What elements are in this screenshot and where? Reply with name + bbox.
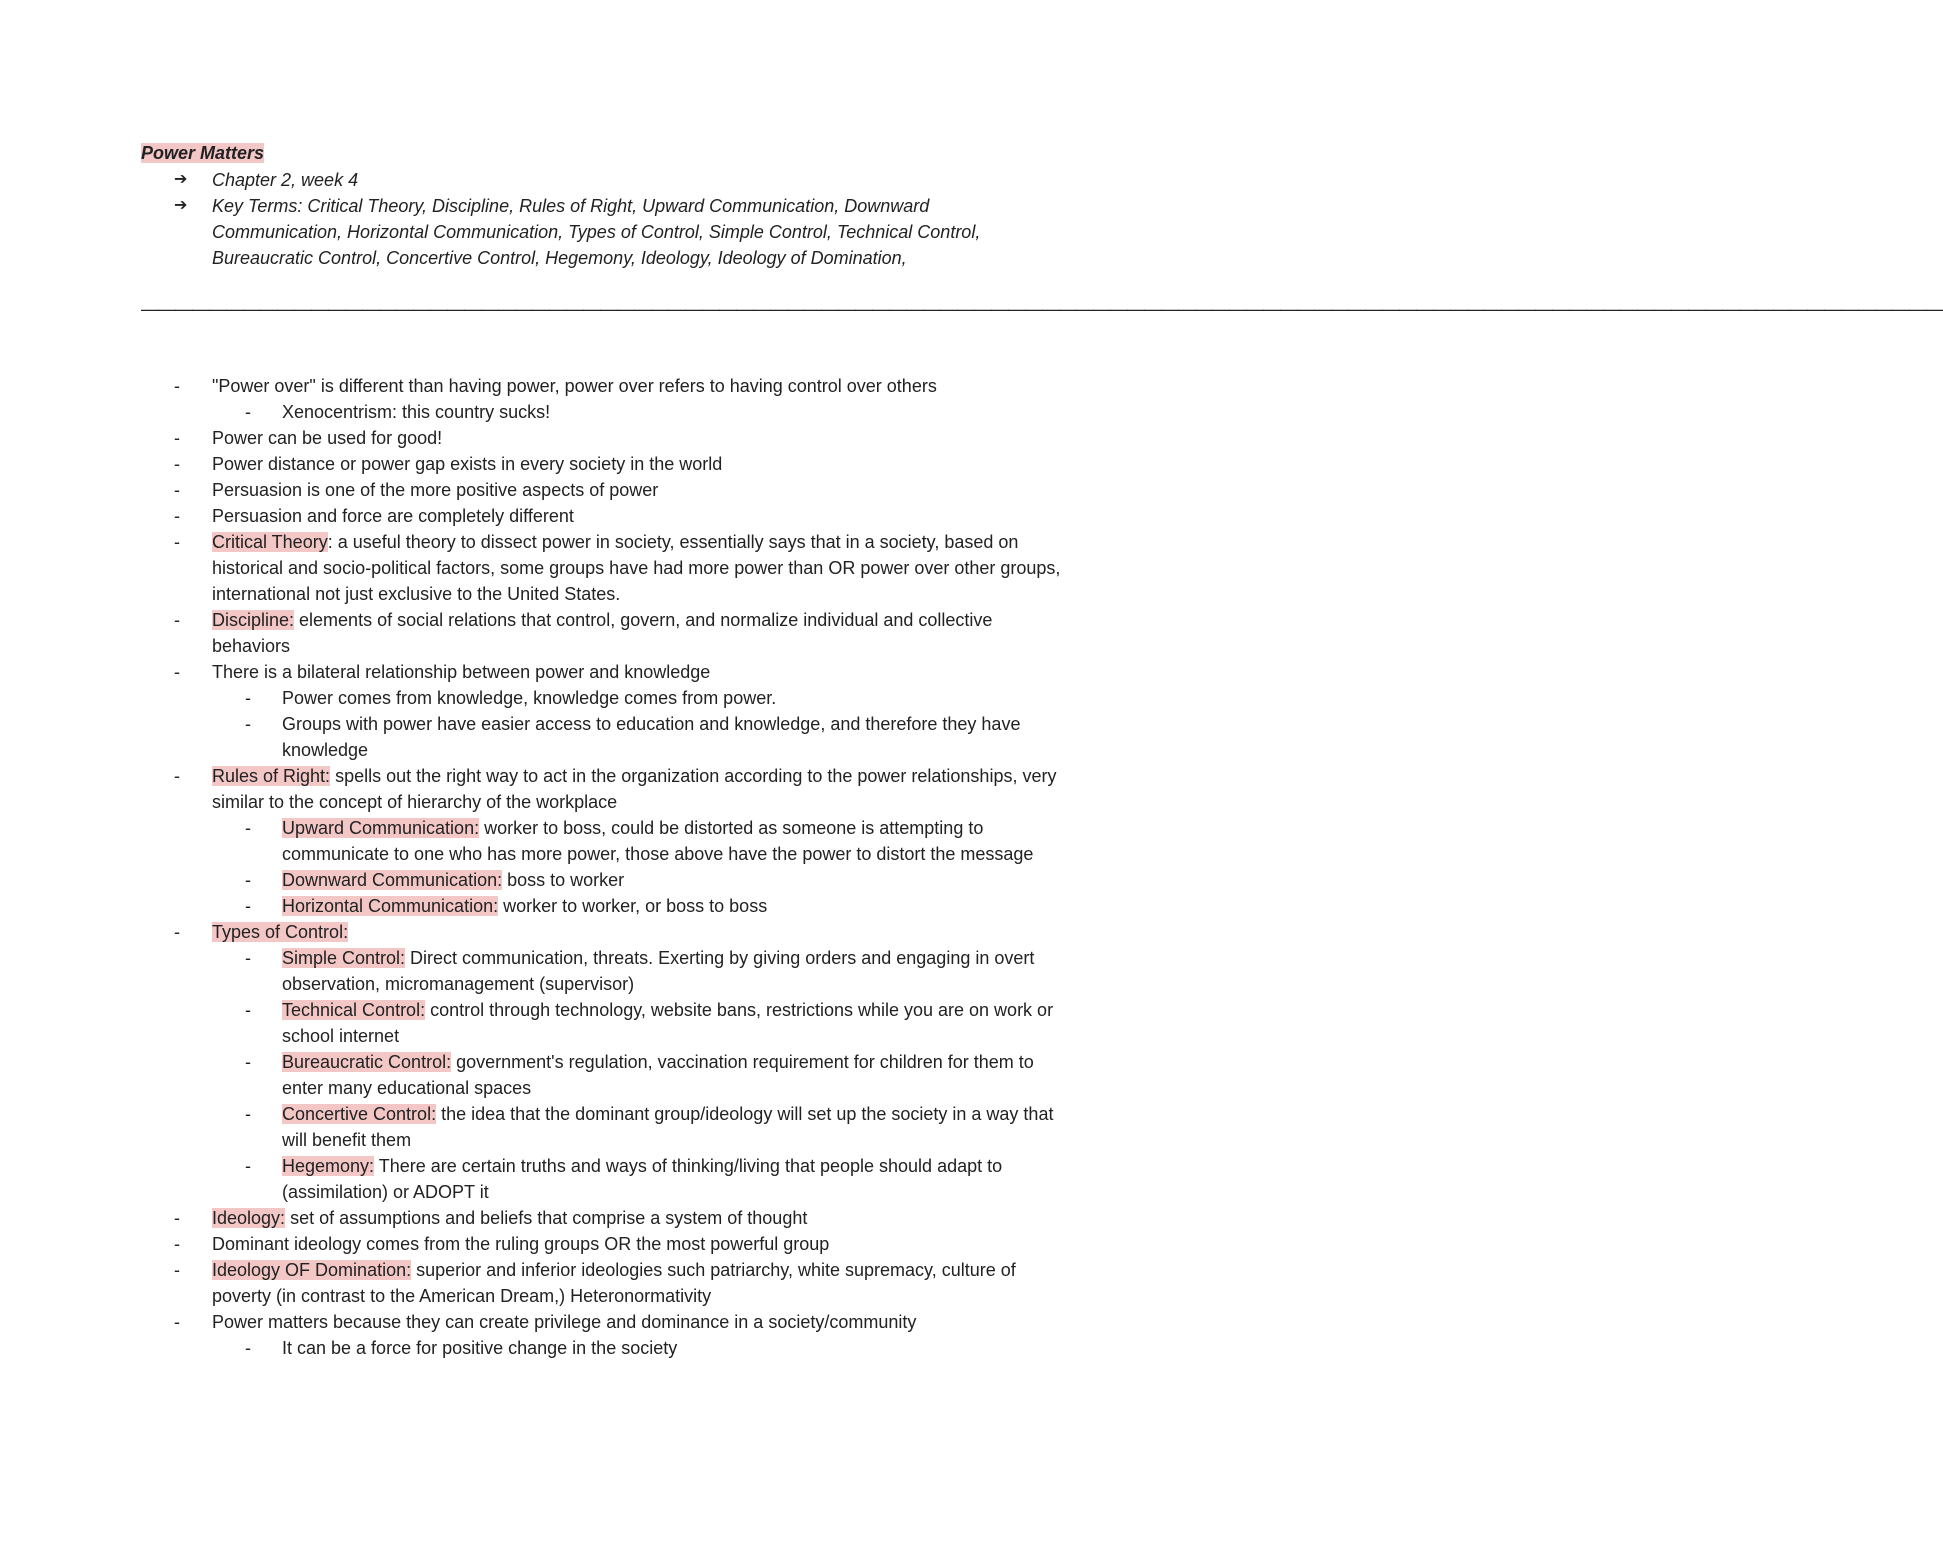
- bullet-dash-icon: -: [174, 480, 180, 500]
- bullet-dash-icon: -: [245, 1104, 251, 1124]
- bullet-dash-icon: -: [245, 948, 251, 968]
- item-text: government's regulation, vaccination requirement for children for them to enter many educational spaces: [282, 1052, 1034, 1098]
- bullet-dash-icon: -: [174, 506, 180, 526]
- bullet-dash-icon: -: [174, 922, 180, 942]
- sub-list-item: [141, 1101, 1061, 1153]
- highlighted-term: Hegemony:: [282, 1156, 375, 1176]
- item-text: boss to worker: [502, 870, 625, 890]
- bullet-dash-icon: -: [245, 870, 251, 890]
- notes-list: [141, 373, 1061, 1361]
- bullet-dash-icon: -: [174, 376, 180, 396]
- list-item: [141, 529, 1061, 607]
- highlighted-term: Upward Communication:: [282, 818, 480, 838]
- item-text: spells out the right way to act in the organization according to the power relationships, very similar to the concept of hierarchy of the workplace: [212, 766, 1057, 812]
- bullet-dash-icon: -: [174, 1260, 180, 1280]
- item-text: Persuasion is one of the more positive aspects of power: [212, 480, 659, 500]
- bullet-dash-icon: -: [174, 610, 180, 630]
- bullet-dash-icon: -: [174, 428, 180, 448]
- bullet-dash-icon: -: [245, 896, 251, 916]
- item-text: the idea that the dominant group/ideology will set up the society in a way that will benefit them: [282, 1104, 1054, 1150]
- list-item: [141, 1231, 1061, 1257]
- bullet-dash-icon: -: [174, 662, 180, 682]
- bullet-dash-icon: -: [245, 688, 251, 708]
- arrow-icon: ➔: [174, 197, 188, 214]
- bullet-dash-icon: -: [245, 1052, 251, 1072]
- bullet-dash-icon: -: [174, 454, 180, 474]
- item-text: set of assumptions and beliefs that comprise a system of thought: [285, 1208, 808, 1228]
- header-list: [141, 167, 1061, 271]
- bullet-dash-icon: -: [245, 1000, 251, 1020]
- sub-list-item: [141, 997, 1061, 1049]
- item-text: superior and inferior ideologies such patriarchy, white supremacy, culture of poverty (in contrast to the American Dream,) Heteronormativity: [212, 1260, 1016, 1306]
- highlighted-term: Concertive Control:: [282, 1104, 437, 1124]
- bullet-dash-icon: -: [174, 766, 180, 786]
- divider-line: ——————————————————————————————————————————————————————————————————————————————————————————————————————————: [141, 299, 1943, 319]
- item-text: elements of social relations that control, govern, and normalize individual and collective behaviors: [212, 610, 993, 656]
- bullet-dash-icon: -: [245, 402, 251, 422]
- highlighted-term: Ideology OF Domination:: [212, 1260, 412, 1280]
- doc-title: Power Matters: [141, 143, 265, 163]
- sub-list-item: [141, 711, 1061, 763]
- sub-list-item: [141, 893, 1061, 919]
- list-item: [141, 1309, 1061, 1335]
- item-text: Power can be used for good!: [212, 428, 443, 448]
- highlighted-term: Technical Control:: [282, 1000, 426, 1020]
- sub-list-item: [141, 1335, 1061, 1361]
- item-text: Direct communication, threats. Exerting by giving orders and engaging in overt observation, micromanagement (supervisor): [282, 948, 1035, 994]
- bullet-dash-icon: -: [245, 1156, 251, 1176]
- sub-list-item: [141, 1153, 1061, 1205]
- highlighted-term: Types of Control:: [212, 922, 349, 942]
- header-item: ➔ Key Terms: Critical Theory, Discipline, Rules of Right, Upward Communication, Downward Communication, Horizontal Communication, Types of Control, Simple Control, Technical Control, Bureaucratic Control, Concertive Control, Hegemony, Ideology, Ideology of Domination,: [141, 193, 1061, 271]
- list-item: [141, 477, 1061, 503]
- list-item: [141, 659, 1061, 685]
- sub-list-item: [141, 685, 1061, 711]
- bullet-dash-icon: -: [245, 818, 251, 838]
- list-item: [141, 763, 1061, 815]
- highlighted-term: Downward Communication:: [282, 870, 503, 890]
- highlighted-term: Ideology:: [212, 1208, 286, 1228]
- bullet-dash-icon: -: [174, 1312, 180, 1332]
- item-text: Persuasion and force are completely different: [212, 506, 574, 526]
- highlighted-term: Rules of Right:: [212, 766, 331, 786]
- highlighted-term: Discipline:: [212, 610, 295, 630]
- list-item: [141, 919, 1061, 945]
- sub-list-item: [141, 867, 1061, 893]
- list-item: [141, 1257, 1061, 1309]
- item-text: There are certain truths and ways of thinking/living that people should adapt to (assimilation) or ADOPT it: [282, 1156, 1003, 1202]
- sub-list-item: [141, 1049, 1061, 1101]
- list-item: [141, 373, 1061, 399]
- highlighted-term: Horizontal Communication:: [282, 896, 499, 916]
- list-item: [141, 451, 1061, 477]
- arrow-icon: ➔: [174, 171, 188, 188]
- header-item: ➔ Chapter 2, week 4: [141, 167, 1061, 193]
- bullet-dash-icon: -: [245, 1338, 251, 1358]
- sub-list-item: [141, 399, 1061, 425]
- bullet-dash-icon: -: [174, 532, 180, 552]
- item-text: Dominant ideology comes from the ruling groups OR the most powerful group: [212, 1234, 830, 1254]
- item-text: "Power over" is different than having power, power over refers to having control over others: [212, 376, 937, 396]
- list-item: [141, 503, 1061, 529]
- highlighted-term: Critical Theory: [212, 532, 328, 552]
- item-text: Xenocentrism: this country sucks!: [282, 402, 551, 422]
- item-text: Power distance or power gap exists in every society in the world: [212, 454, 723, 474]
- bullet-dash-icon: -: [174, 1234, 180, 1254]
- bullet-dash-icon: -: [245, 714, 251, 734]
- item-text: It can be a force for positive change in the society: [282, 1338, 678, 1358]
- item-text: Power comes from knowledge, knowledge comes from power.: [282, 688, 777, 708]
- item-text: worker to boss, could be distorted as someone is attempting to communicate to one who has more power, those above have the power to distort the message: [282, 818, 1034, 864]
- list-item: [141, 425, 1061, 451]
- list-item: [141, 607, 1061, 659]
- item-text: Power matters because they can create privilege and dominance in a society/community: [212, 1312, 917, 1332]
- sub-list-item: [141, 945, 1061, 997]
- item-text: : a useful theory to dissect power in society, essentially says that in a society, based on historical and socio-political factors, some groups have had more power than OR power over other groups, international not just exclusive to the United States.: [212, 532, 1061, 604]
- highlighted-term: Simple Control:: [282, 948, 406, 968]
- item-text: control through technology, website bans, restrictions while you are on work or school internet: [282, 1000, 1054, 1046]
- item-text: worker to worker, or boss to boss: [498, 896, 768, 916]
- list-item: [141, 1205, 1061, 1231]
- sub-list-item: [141, 815, 1061, 867]
- item-text: Groups with power have easier access to education and knowledge, and therefore they have knowledge: [282, 714, 1021, 760]
- item-text: There is a bilateral relationship between power and knowledge: [212, 662, 711, 682]
- bullet-dash-icon: -: [174, 1208, 180, 1228]
- highlighted-term: Bureaucratic Control:: [282, 1052, 452, 1072]
